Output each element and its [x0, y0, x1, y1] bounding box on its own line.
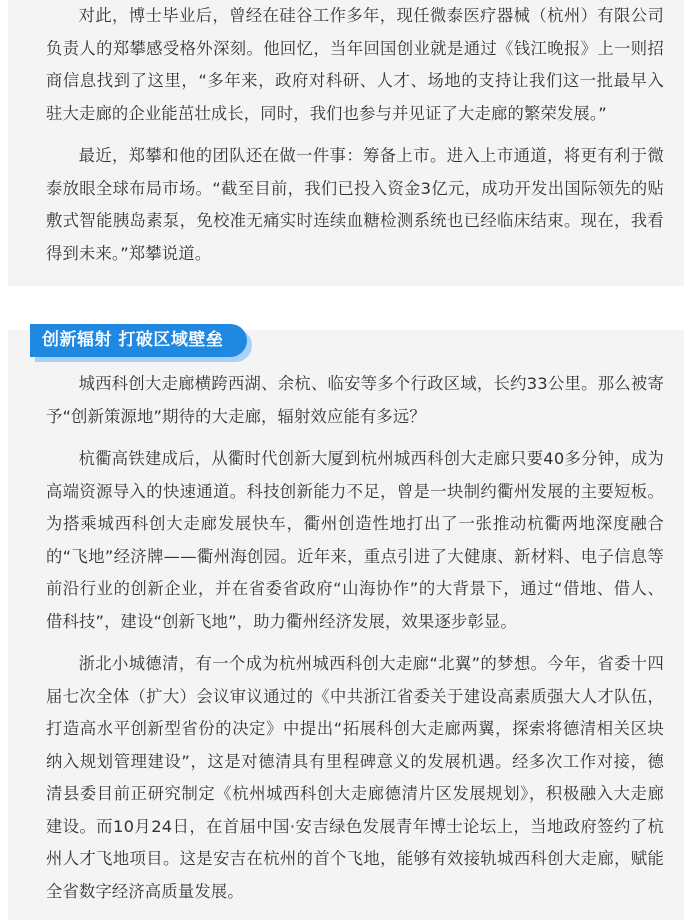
- article-block-bottom: [8, 330, 684, 920]
- paragraph: 城西科创大走廊横跨西湖、余杭、临安等多个行政区域，长约33公里。那么被寄予“创新策源地”期待的大走廊，辐射效应能有多远？: [46, 374, 664, 426]
- paragraph: 杭衢高铁建成后，从衢时代创新大厦到杭州城西科创大走廊只要40多分钟，成为高端资源导入的快速通道。科技创新能力不足，曾是一块制约衢州发展的主要短板。为搭乘城西科创大走廊发展快车，衢州创造性地打出了一张推动杭衢两地深度融合的“飞地”经济牌——衢州海创园。近年来，重点引进了大健康、新材料、电子信息等前沿行业的创新企业，并在省委省政府“山海协作”的大背景下，通过“借地、借人、借科技”，建设“创新飞地”，助力衢州经济发展，效果逐步彰显。: [46, 449, 664, 631]
- paragraph: 最近，郑攀和他的团队还在做一件事：筹备上市。进入上市通道，将更有利于微泰放眼全球布局市场。“截至目前，我们已投入资金3亿元，成功开发出国际领先的贴敷式智能胰岛素泵，免校准无痛实时连续血糖检测系统也已经临床结束。现在，我看得到未来。”郑攀说道。: [46, 146, 664, 263]
- paragraph: 浙北小城德清，有一个成为杭州城西科创大走廊“北翼”的梦想。今年，省委十四届七次全体（扩大）会议审议通过的《中共浙江省委关于建设高素质强大人才队伍，打造高水平创新型省份的决定》中提出“拓展科创大走廊两翼，探索将德清相关区块纳入规划管理建设”，这是对德清具有里程碑意义的发展机遇。经多次工作对接，德清县委目前正研究制定《杭州城西科创大走廊德清片区发展规划》，积极融入大走廊建设。而10月24日，在首届中国·安吉绿色发展青年博士论坛上，当地政府签约了杭州人才飞地项目。这是安吉在杭州的首个飞地，能够有效接轨城西科创大走廊，赋能全省数字经济高质量发展。: [46, 654, 664, 901]
- section-heading: 创新辐射 打破区域壁垒: [30, 324, 247, 357]
- article-block-top: [8, 0, 684, 286]
- paragraph: 对此，博士毕业后，曾经在硅谷工作多年，现任微泰医疗器械（杭州）有限公司负责人的郑攀感受格外深刻。他回忆，当年回国创业就是通过《钱江晚报》上一则招商信息找到了这里，“多年来，政府对科研、人才、场地的支持让我们这一批最早入驻大走廊的企业能茁壮成长，同时，我们也参与并见证了大走廊的繁荣发展。”: [46, 6, 664, 123]
